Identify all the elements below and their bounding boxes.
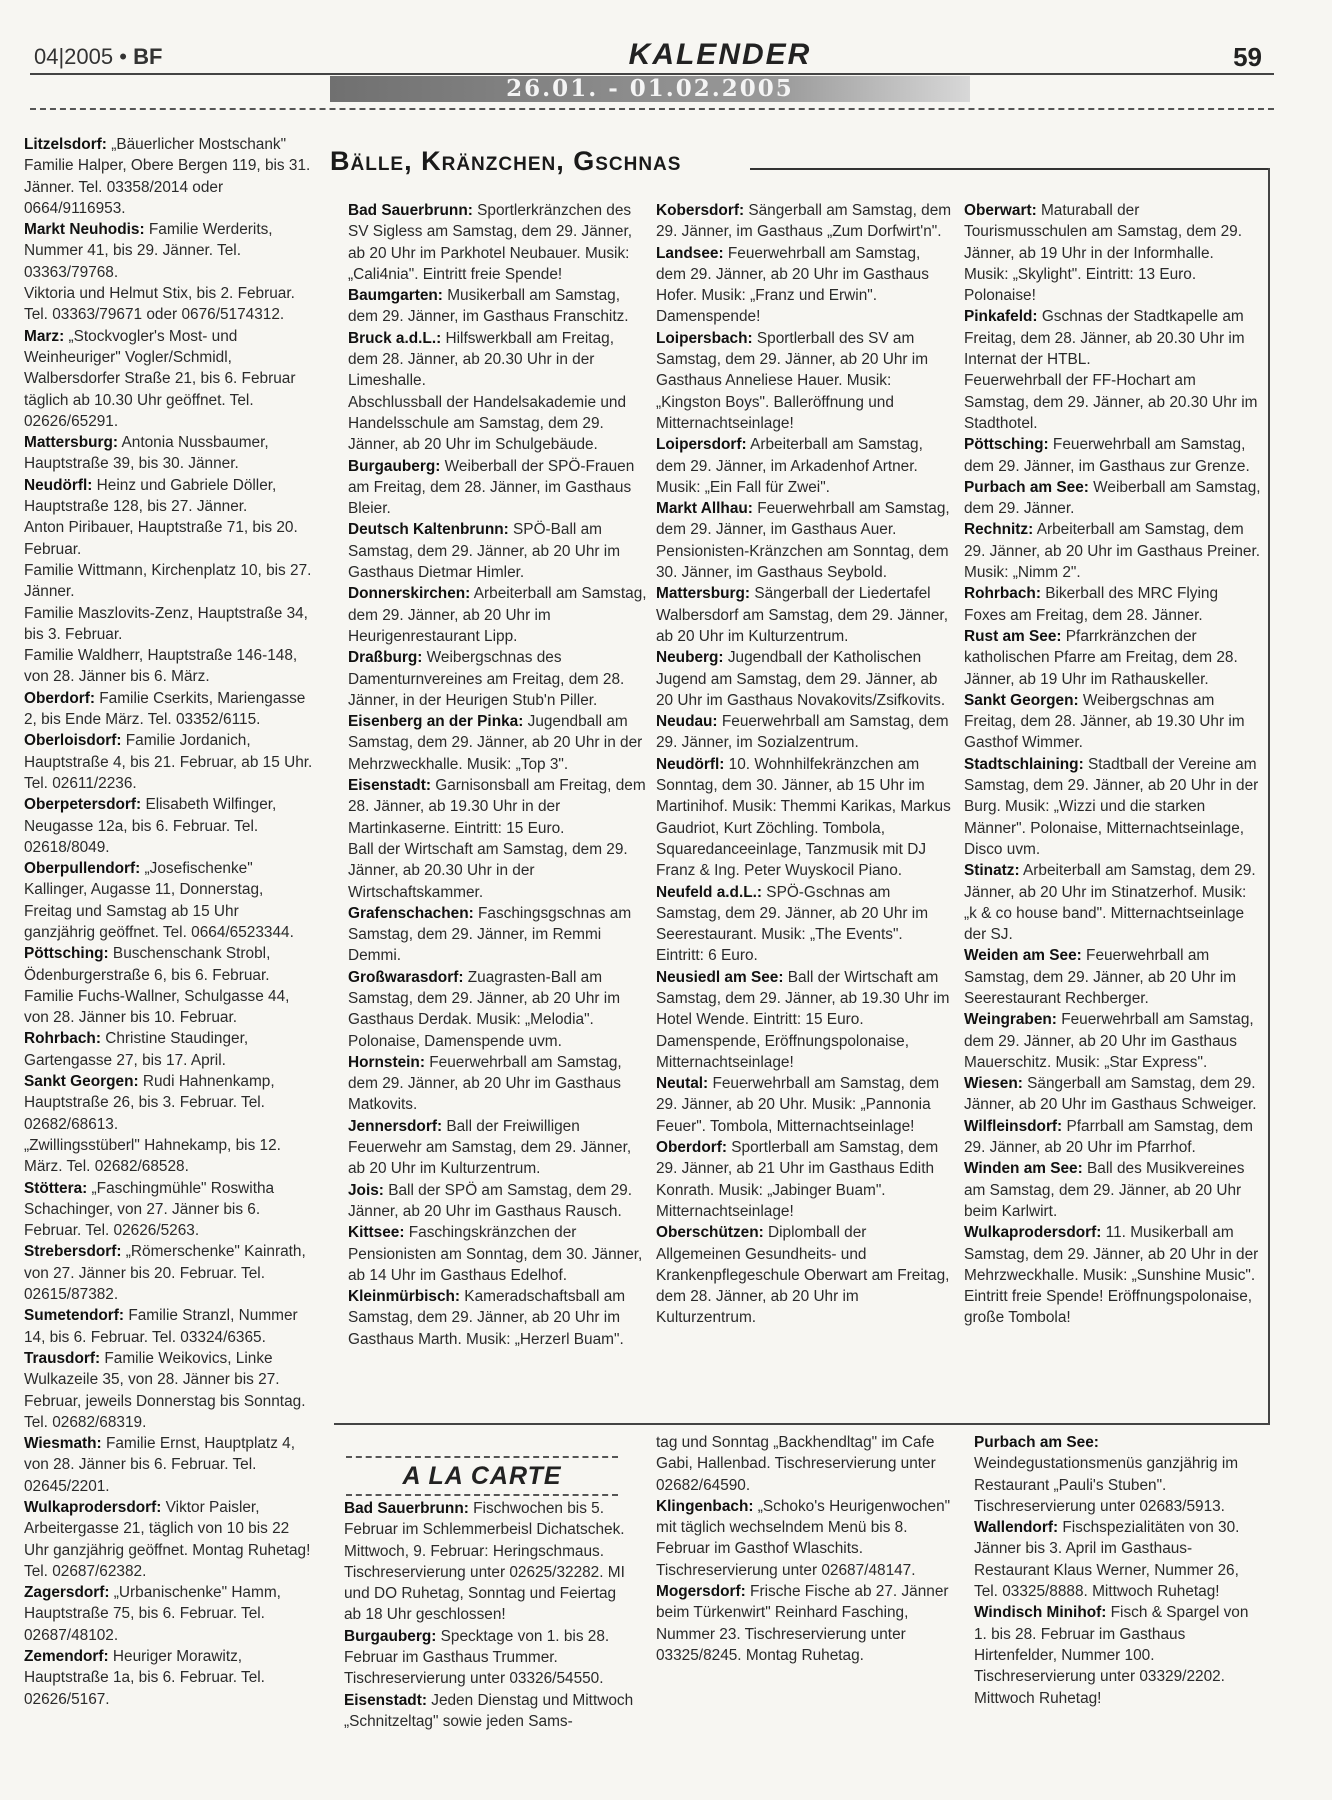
listing-entry: [24, 603, 314, 646]
listing-entry: [348, 839, 648, 903]
listing-text: Feuerwehrball am Samstag, dem 29. Jänner, im Gasthaus Auer.: [656, 500, 950, 539]
listing-place: Klingenbach:: [656, 1497, 754, 1515]
listing-text: Hilfswerkball am Freitag, dem 28. Jänner, ab 20.30 Uhr in der Limeshalle.: [348, 329, 614, 390]
balls-column-3: [964, 200, 1262, 1329]
listing-text: Viktoria und Helmut Stix, bis 2. Februar. Tel. 03363/79671 oder 0676/5174312.: [24, 285, 295, 324]
listing-place: Neufeld a.d.L.:: [656, 883, 763, 901]
listing-entry: [24, 943, 314, 986]
balls-section-title: Bälle, Kränzchen, Gschnas: [330, 146, 682, 176]
listing-place: Eisenstadt:: [348, 777, 431, 795]
listing-entry: [348, 1052, 648, 1116]
balls-title-rule: [750, 168, 1270, 170]
listing-entry: [24, 475, 314, 518]
issue-label: [34, 44, 162, 70]
listing-entry: [656, 200, 954, 243]
listing-text: Familie Weikovics, Linke Wulkazeile 35, von 28. Jänner bis 27. Februar, jeweils Donnerstag bis Sonntag. Tel. 02682/68319.: [24, 1349, 306, 1431]
listing-entry: [348, 1180, 648, 1223]
listing-entry: [24, 794, 314, 858]
listing-text: Weiberball der SPÖ-Frauen am Freitag, dem 28. Jänner, im Gasthaus Bleier.: [348, 457, 635, 518]
listing-entry: [656, 328, 954, 434]
listing-text: Weibergschnas des Damenturnvereines am Freitag, dem 28. Jänner, in der Heurigen Stub'n Piller.: [348, 649, 625, 709]
listing-place: Strebersdorf:: [24, 1243, 122, 1261]
listing-entry: [964, 1116, 1262, 1159]
listing-entry: [348, 903, 648, 967]
bullet-separator: •: [119, 44, 134, 69]
listing-entry: [656, 1137, 954, 1222]
listing-text: Heinz und Gabriele Döller, Hauptstraße 128, bis 27. Jänner.: [24, 476, 277, 516]
listing-entry: [656, 1581, 956, 1666]
listing-entry: [656, 711, 954, 754]
listing-entry: [24, 858, 314, 943]
listing-entry: [964, 477, 1262, 520]
listing-text: „Stockvogler's Most- und Weinheuriger" Vogler/Schmidl, Walbersdorfer Straße 21, bis 6. Februar täglich ab 10.30 Uhr geöffnet. Tel. 02626/65291.: [24, 327, 296, 430]
listing-text: Ball der Wirtschaft am Samstag, dem 29. Jänner, ab 19.30 Uhr im Hotel Wende. Eintritt: 15 Euro. Damenspende, Eröffnungspolonaise, Mitternachtseinlage!: [656, 968, 950, 1071]
listing-place: Sumetendorf:: [24, 1307, 125, 1325]
listing-text: Bikerball des MRC Flying Foxes am Freitag, dem 28. Jänner.: [964, 585, 1219, 624]
listing-text: Sportlerball des SV am Samstag, dem 29. Jänner, ab 20 Uhr im Gasthaus Anneliese Hauer. Musik: „Kingston Boys". Balleröffnung und Mitternachtseinlage!: [656, 329, 929, 432]
listing-place: Mogersdorf:: [656, 1583, 746, 1601]
listing-text: Arbeiterball am Samstag, dem 29. Jänner, im Arkadenhof Artner. Musik: „Ein Fall für Zwei".: [656, 436, 923, 496]
listing-place: Bad Sauerbrunn:: [348, 202, 473, 219]
listing-place: Markt Neuhodis:: [24, 221, 145, 239]
listing-text: Sängerball am Samstag, dem 29. Jänner, ab 20 Uhr im Gasthaus Schweiger.: [964, 1075, 1257, 1114]
listing-text: Stadtball der Vereine am Samstag, dem 29. Jänner, ab 20 Uhr in der Burg. Musik: „Wizzi und die starken Männer". Polonaise, Mitternachtseinlage, Disco uvm.: [964, 755, 1259, 858]
listing-text: Pfarrkränzchen der katholischen Pfarre am Freitag, dem 28. Jänner, ab 19 Uhr im Rathauskeller.: [964, 627, 1238, 688]
listing-place: Neutal:: [656, 1075, 709, 1093]
listing-entry: [964, 626, 1262, 690]
listing-text: Familie Stranzl, Nummer 14, bis 6. Februar. Tel. 03324/6365.: [24, 1307, 298, 1346]
listing-entry: [24, 1071, 314, 1135]
listing-entry: [24, 283, 314, 326]
listing-text: 11. Musikerball am Samstag, dem 29. Jänner, ab 20 Uhr in der Mehrzweckhalle. Musik: „Sunshine Music". Eintritt freie Spende! Eröffnungspolonaise, große Tombola!: [964, 1224, 1259, 1327]
listing-text: Arbeiterball am Samstag, dem 29. Jänner, ab 20 Uhr im Stinatzerhof. Musik: „k & co house band". Mitternachtseinlage der SJ.: [964, 862, 1256, 944]
listing-place: Jennersdorf:: [348, 1117, 443, 1135]
balls-box-right-border: [1268, 168, 1270, 1423]
listing-text: Feuerwehrball am Samstag, dem 29. Jänner, im Gasthaus zur Grenze.: [964, 436, 1250, 475]
listing-place: Neudau:: [656, 713, 718, 731]
listing-place: Kobersdorf:: [656, 202, 745, 219]
listing-entry: [348, 967, 648, 1052]
listing-text: Feuerwehrball am Samstag, dem 29. Jänner, ab 20 Uhr im Gasthaus Mauerschitz. Musik: „Star Express".: [964, 1011, 1254, 1071]
listing-place: Oberpetersdorf:: [24, 796, 142, 814]
listing-entry: [656, 1432, 956, 1496]
listing-place: Weiden am See:: [964, 947, 1082, 965]
listing-place: Eisenberg an der Pinka:: [348, 713, 524, 731]
listing-entry: [24, 688, 314, 731]
listing-text: Elisabeth Wilfinger, Neugasse 12a, bis 6. Februar. Tel. 02618/8049.: [24, 796, 277, 856]
listing-entry: [348, 200, 648, 285]
listing-entry: [348, 1116, 648, 1180]
listing-text: „Schoko's Heurigenwochen" mit täglich wechselndem Menü bis 8. Februar im Gasthof Wlaschits. Tischreservierung unter 02687/48147.: [656, 1497, 951, 1579]
brand-label: BF: [133, 44, 163, 69]
listing-text: Feuerwehrball am Samstag, dem 29. Jänner, ab 20 Uhr im Gasthaus Matkovits.: [348, 1053, 622, 1114]
listing-text: Buschenschank Strobl, Ödenburgerstraße 6, bis 6. Februar.: [24, 945, 271, 984]
listing-text: Fisch & Spargel von 1. bis 28. Februar im Gasthaus Hirtenfelder, Nummer 100. Tischreservierung unter 03329/2202. Mittwoch Ruhetag!: [974, 1604, 1249, 1707]
listing-entry: [656, 541, 954, 584]
listing-place: Loipersdorf:: [656, 436, 747, 454]
listing-text: „Römerschenke" Kainrath, von 27. Jänner bis 20. Februar. Tel. 02615/87382.: [24, 1243, 306, 1304]
listing-text: Familie Ernst, Hauptplatz 4, von 28. Jänner bis 6. Februar. Tel. 02645/2201.: [24, 1435, 296, 1495]
listing-text: Fischspezialitäten von 30. Jänner bis 3. April im Gasthaus-Restaurant Klaus Werner, Nummer 26, Tel. 03325/8888. Mittwoch Ruhetag!: [974, 1519, 1240, 1601]
carte-column-1: [344, 1498, 634, 1732]
listing-place: Kittsee:: [348, 1224, 405, 1242]
listing-entry: [656, 243, 954, 328]
listing-entry: [964, 860, 1262, 945]
listing-place: Neudörfl:: [24, 476, 93, 494]
balls-column-1: [348, 200, 648, 1350]
listing-text: Jeden Dienstag und Mittwoch „Schnitzeltag" sowie jeden Sams-: [344, 1691, 634, 1730]
header-dashed-rule: [30, 108, 1274, 110]
listing-place: Marz:: [24, 327, 65, 345]
listing-place: Wulkaprodersdorf:: [24, 1499, 162, 1516]
listing-entry: [348, 456, 648, 520]
listing-text: Weibergschnas am Freitag, dem 28. Jänner, ab 19.30 Uhr im Gasthof Wimmer.: [964, 691, 1245, 752]
listing-place: Jois:: [348, 1181, 384, 1199]
listing-text: tag und Sonntag „Backhendltag" im Cafe Gabi, Hallenbad. Tischreservierung unter 02682/64590.: [656, 1434, 936, 1494]
listing-place: Oberdorf:: [656, 1139, 727, 1157]
listing-text: „Faschingmühle" Roswitha Schachinger, von 27. Jänner bis 6. Februar. Tel. 02626/5263.: [24, 1179, 275, 1240]
listing-text: Weiberball am Samstag, dem 29. Jänner.: [964, 478, 1261, 518]
listing-entry: [656, 754, 954, 882]
listing-entry: [348, 711, 648, 775]
listing-entry: [656, 647, 954, 711]
date-range: 26.01. - 01.02.2005: [506, 75, 794, 102]
listing-place: Rust am See:: [964, 627, 1062, 645]
listing-text: Feuerwehrball am Samstag, dem 29. Jänner, ab 20 Uhr. Musik: „Pannonia Feuer". Tombola, Mitternachtseinlage!: [656, 1075, 940, 1135]
page-number: 59: [1233, 42, 1262, 72]
listing-text: Christine Staudinger, Gartengasse 27, bis 17. April.: [24, 1030, 249, 1069]
listing-entry: [964, 754, 1262, 860]
listing-text: Diplomball der Allgemeinen Gesundheits- und Krankenpflegeschule Oberwart am Freitag, dem 28. Jänner, ab 20 Uhr im Kulturzentrum.: [656, 1224, 950, 1327]
listing-entry: [24, 1348, 314, 1433]
listing-place: Purbach am See:: [974, 1434, 1099, 1451]
listing-text: „Bäuerlicher Mostschank" Familie Halper, Obere Bergen 119, bis 31. Jänner. Tel. 03358/2014 oder 0664/9116953.: [24, 136, 311, 217]
listing-place: Purbach am See:: [964, 478, 1089, 496]
listing-text: „Urbanischenke" Hamm, Hauptstraße 75, bis 6. Februar. Tel. 02687/48102.: [24, 1584, 281, 1644]
listing-entry: [656, 498, 954, 541]
listing-place: Großwarasdorf:: [348, 968, 464, 986]
listing-text: Familie Fuchs-Wallner, Schulgasse 44, von 28. Jänner bis 10. Februar.: [24, 987, 290, 1027]
listing-entry: [348, 1286, 648, 1350]
listing-place: Rechnitz:: [964, 521, 1034, 539]
listing-entry: [24, 730, 314, 794]
listing-entry: [348, 328, 648, 392]
listing-entry: [24, 1497, 314, 1582]
listing-entry: [964, 945, 1262, 1009]
listing-place: Wilfleinsdorf:: [964, 1117, 1063, 1135]
carte-title-rule-bottom: [346, 1494, 618, 1496]
listing-text: Jugendball am Samstag, dem 29. Jänner, ab 20 Uhr in der Mehrzweckhalle. Musik: „Top 3".: [348, 713, 643, 773]
listing-entry: [24, 134, 314, 219]
listing-entry: [964, 434, 1262, 477]
listing-place: Hornstein:: [348, 1053, 425, 1071]
listing-entry: [656, 882, 954, 967]
listing-text: Anton Piribauer, Hauptstraße 71, bis 20. Februar.: [24, 519, 298, 558]
listing-text: Arbeiterball am Samstag, dem 29. Jänner, ab 20 Uhr im Heurigenrestaurant Lipp.: [348, 585, 647, 645]
heurigen-column: [24, 134, 314, 1710]
listing-entry: [348, 775, 648, 839]
listing-entry: [964, 1073, 1262, 1116]
listing-text: Familie Werderits, Nummer 41, bis 29. Jänner. Tel. 03363/79768.: [24, 221, 273, 281]
listing-place: Stadtschlaining:: [964, 755, 1084, 773]
listing-text: Ball der Wirtschaft am Samstag, dem 29. Jänner, ab 20.30 Uhr in der Wirtschaftskammer.: [348, 840, 628, 901]
listing-place: Trausdorf:: [24, 1349, 101, 1367]
carte-column-3: [974, 1432, 1264, 1709]
listing-entry: [964, 583, 1262, 626]
listing-place: Mattersburg:: [24, 434, 119, 452]
listing-place: Landsee:: [656, 244, 724, 262]
listing-entry: [344, 1498, 634, 1626]
listing-place: Draßburg:: [348, 649, 423, 667]
listing-entry: [964, 1158, 1262, 1222]
listing-place: Neudörfl:: [656, 755, 725, 773]
listing-text: Viktor Paisler, Arbeitergasse 21, täglich von 10 bis 22 Uhr ganzjährig geöffnet. Montag Ruhetag! Tel. 02687/62382.: [24, 1499, 311, 1580]
listing-text: Pensionisten-Kränzchen am Sonntag, dem 30. Jänner, im Gasthaus Seybold.: [656, 542, 949, 582]
listing-place: Oberschützen:: [656, 1224, 764, 1242]
listing-place: Eisenstadt:: [344, 1691, 427, 1709]
date-banner: [330, 76, 970, 102]
listing-text: Ball der SPÖ am Samstag, dem 29. Jänner, ab 20 Uhr im Gasthaus Rausch.: [348, 1181, 632, 1220]
listing-place: Zagersdorf:: [24, 1584, 110, 1602]
listing-place: Litzelsdorf:: [24, 136, 107, 153]
listing-text: Familie Waldherr, Hauptstraße 146-148, von 28. Jänner bis 6. März.: [24, 647, 298, 686]
listing-place: Neusiedl am See:: [656, 968, 784, 986]
listing-text: Antonia Nussbaumer, Hauptstraße 39, bis 30. Jänner.: [24, 434, 269, 473]
listing-place: Wallendorf:: [974, 1519, 1059, 1537]
listing-place: Sankt Georgen:: [964, 691, 1079, 709]
listing-entry: [974, 1432, 1264, 1517]
issue-number: 04|2005: [34, 44, 114, 69]
listing-entry: [964, 306, 1262, 370]
listing-entry: [24, 1241, 314, 1305]
listing-text: Sängerball am Samstag, dem 29. Jänner, im Gasthaus „Zum Dorfwirt'n".: [656, 202, 952, 241]
listing-entry: [656, 434, 954, 498]
listing-text: Feuerwehrball am Samstag, dem 29. Jänner, im Sozialzentrum.: [656, 713, 949, 752]
balls-column-2: [656, 200, 954, 1329]
listing-text: Musikerball am Samstag, dem 29. Jänner, im Gasthaus Franschitz.: [348, 287, 629, 326]
listing-text: Familie Wittmann, Kirchenplatz 10, bis 27. Jänner.: [24, 561, 312, 601]
listing-place: Grafenschachen:: [348, 904, 474, 922]
listing-entry: [964, 200, 1262, 306]
listing-text: „Zwillingsstüberl" Hahnekamp, bis 12. März. Tel. 02682/68528.: [24, 1136, 281, 1176]
listing-entry: [24, 560, 314, 603]
listing-place: Windisch Minihof:: [974, 1604, 1107, 1622]
listing-text: Gschnas der Stadtkapelle am Freitag, dem 28. Jänner, ab 20.30 Uhr im Internat der HTBL.: [964, 308, 1245, 369]
listing-text: Jugendball der Katholischen Jugend am Samstag, dem 29. Jänner, ab 20 Uhr im Gasthaus Novakovits/Zsifkovits.: [656, 649, 946, 709]
listing-place: Stöttera:: [24, 1179, 88, 1197]
listing-text: Familie Maszlovits-Zenz, Hauptstraße 34, bis 3. Februar.: [24, 604, 308, 643]
listing-place: Sankt Georgen:: [24, 1073, 139, 1091]
listing-entry: [964, 690, 1262, 754]
balls-box-bottom-border: [334, 1423, 1270, 1425]
listing-entry: [24, 1135, 314, 1178]
listing-place: Pöttsching:: [24, 945, 109, 963]
listing-text: 10. Wohnhilfekränzchen am Sonntag, dem 30. Jänner, ab 15 Uhr im Martinihof. Musik: Themmi Karikas, Markus Gaudriot, Kurt Zöchling. Tombola, Squaredanceeinlage, Tanzmusik mit DJ Franz & Ing. Peter Wuyskocil Piano.: [656, 755, 951, 880]
listing-text: Arbeiterball am Samstag, dem 29. Jänner, ab 20 Uhr im Gasthaus Preiner. Musik: „Nimm 2".: [964, 521, 1261, 582]
listing-entry: [656, 967, 954, 1073]
carte-title-rule-top: [346, 1456, 618, 1458]
listing-place: Baumgarten:: [348, 287, 443, 305]
listing-text: Kameradschaftsball am Samstag, dem 29. Jänner, ab 20 Uhr im Gasthaus Marth. Musik: „Herzerl Buam".: [348, 1288, 626, 1348]
listing-text: Specktage von 1. bis 28. Februar im Gasthaus Trummer. Tischreservierung unter 03326/54550.: [344, 1627, 610, 1688]
listing-place: Rohrbach:: [964, 585, 1041, 603]
listing-place: Mattersburg:: [656, 585, 751, 603]
listing-place: Wiesen:: [964, 1075, 1023, 1093]
listing-entry: [348, 583, 648, 647]
listing-place: Pöttsching:: [964, 436, 1049, 454]
listing-text: Feuerwehrball am Samstag, dem 29. Jänner, ab 20 Uhr im Gasthaus Hofer. Musik: „Franz und Erwin". Damenspende!: [656, 244, 929, 326]
section-title: KALENDER: [628, 38, 812, 71]
listing-place: Burgauberg:: [344, 1627, 437, 1645]
listing-text: Sängerball der Liedertafel Walbersdorf am Samstag, dem 29. Jänner, ab 20 Uhr im Kulturzentrum.: [656, 585, 948, 645]
listing-entry: [656, 583, 954, 647]
listing-text: Ball des Musikvereines am Samstag, dem 29. Jänner, ab 20 Uhr beim Karlwirt.: [964, 1160, 1245, 1220]
listing-text: Rudi Hahnenkamp, Hauptstraße 26, bis 3. Februar. Tel. 02682/68613.: [24, 1073, 275, 1133]
listing-text: Weindegustationsmenüs ganzjährig im Restaurant „Pauli's Stuben". Tischreservierung unter 02683/5913.: [974, 1455, 1239, 1515]
listing-place: Wiesmath:: [24, 1435, 102, 1453]
listing-text: Familie Jordanich, Hauptstraße 4, bis 21. Februar, ab 15 Uhr. Tel. 02611/2236.: [24, 732, 313, 792]
listing-entry: [964, 519, 1262, 583]
listing-text: Familie Cserkits, Mariengasse 2, bis Ende März. Tel. 03352/6115.: [24, 689, 306, 729]
listing-place: Donnerskirchen:: [348, 585, 471, 603]
listing-entry: [348, 647, 648, 711]
listing-place: Weingraben:: [964, 1011, 1057, 1029]
listing-place: Winden am See:: [964, 1160, 1083, 1178]
carte-column-2: [656, 1432, 956, 1666]
listing-entry: [24, 645, 314, 688]
listing-text: Feuerwehrball der FF-Hochart am Samstag, dem 29. Jänner, ab 20.30 Uhr im Stadthotel.: [964, 372, 1258, 432]
listing-text: Sportlerkränzchen des SV Sigless am Samstag, dem 29. Jänner, ab 20 Uhr im Parkhotel Neubauer. Musik: „Cali4nia". Eintritt freie Spende!: [348, 202, 633, 283]
listing-entry: [24, 1433, 314, 1497]
listing-text: Maturaball der Tourismusschulen am Samstag, dem 29. Jänner, ab 19 Uhr in der Informhalle. Musik: „Skylight". Eintritt: 13 Euro. Polonaise!: [964, 202, 1243, 305]
listing-entry: [24, 432, 314, 475]
listing-entry: [24, 1582, 314, 1646]
listing-entry: [24, 1028, 314, 1071]
listing-entry: [24, 1305, 314, 1348]
listing-text: Pfarrball am Samstag, dem 29. Jänner, ab 20 Uhr im Pfarrhof.: [964, 1117, 1253, 1157]
listing-entry: [974, 1602, 1264, 1708]
listing-text: Frische Fische ab 27. Jänner beim Türkenwirt" Reinhard Fasching, Nummer 23. Tischreservierung unter 03325/8245. Montag Ruhetag.: [656, 1583, 949, 1664]
listing-entry: [974, 1517, 1264, 1602]
listing-text: Sportlerball am Samstag, dem 29. Jänner, ab 21 Uhr im Gasthaus Edith Konrath. Musik: „Jabinger Buam". Mitternachtseinlage!: [656, 1139, 939, 1220]
listing-text: Fischwochen bis 5. Februar im Schlemmerbeisl Dichatschek. Mittwoch, 9. Februar: Heringschmaus. Tischreservierung unter 02625/32282. MI und DO Ruhetag, Sonntag und Feiertag ab 18 Uhr geschlossen!: [344, 1500, 625, 1624]
listing-entry: [24, 517, 314, 560]
listing-text: SPÖ-Gschnas am Samstag, dem 29. Jänner, ab 20 Uhr im Seerestaurant. Musik: „The Events". Eintritt: 6 Euro.: [656, 883, 929, 965]
listing-place: Loipersbach:: [656, 329, 753, 347]
listing-text: Ball der Freiwilligen Feuerwehr am Samstag, dem 29. Jänner, ab 20 Uhr im Kulturzentrum.: [348, 1117, 632, 1178]
listing-place: Bruck a.d.L.:: [348, 329, 442, 347]
listing-text: SPÖ-Ball am Samstag, dem 29. Jänner, ab 20 Uhr im Gasthaus Dietmar Himler.: [348, 521, 621, 582]
listing-entry: [344, 1626, 634, 1690]
listing-place: Oberpullendorf:: [24, 860, 141, 878]
listing-entry: [656, 1222, 954, 1328]
listing-entry: [348, 392, 648, 456]
listing-entry: [24, 986, 314, 1029]
listing-place: Wulkaprodersdorf:: [964, 1224, 1102, 1242]
listing-place: Oberdorf:: [24, 689, 95, 707]
listing-text: Faschingskränzchen der Pensionisten am Sonntag, dem 30. Jänner, ab 14 Uhr im Gasthaus Edelhof.: [348, 1224, 643, 1284]
listing-place: Rohrbach:: [24, 1030, 101, 1048]
listing-entry: [344, 1690, 634, 1733]
listing-text: Abschlussball der Handelsakademie und Handelsschule am Samstag, dem 29. Jänner, ab 20 Uhr im Schulgebäude.: [348, 393, 627, 454]
listing-text: Garnisonsball am Freitag, dem 28. Jänner, ab 19.30 Uhr in der Martinkaserne. Eintritt: 15 Euro.: [348, 777, 646, 837]
listing-entry: [348, 285, 648, 328]
listing-place: Deutsch Kaltenbrunn:: [348, 521, 509, 539]
listing-entry: [24, 1646, 314, 1710]
listing-entry: [24, 326, 314, 432]
a-la-carte-title: A LA CARTE: [402, 1462, 562, 1490]
listing-place: Kleinmürbisch:: [348, 1288, 461, 1306]
listing-text: „Josefischenke" Kallinger, Augasse 11, Donnerstag, Freitag und Samstag ab 15 Uhr ganzjährig geöffnet. Tel. 0664/6523344.: [24, 860, 294, 941]
listing-entry: [24, 219, 314, 283]
listing-place: Pinkafeld:: [964, 308, 1038, 326]
listing-text: Feuerwehrball am Samstag, dem 29. Jänner, ab 20 Uhr im Seerestaurant Rechberger.: [964, 947, 1237, 1007]
listing-entry: [656, 1496, 956, 1581]
listing-entry: [964, 370, 1262, 434]
listing-entry: [24, 1178, 314, 1242]
listing-entry: [964, 1009, 1262, 1073]
listing-entry: [656, 1073, 954, 1137]
listing-place: Oberloisdorf:: [24, 732, 122, 750]
listing-text: Faschingsgschnas am Samstag, dem 29. Jänner, im Remmi Demmi.: [348, 904, 632, 965]
listing-entry: [348, 1222, 648, 1286]
listing-place: Bad Sauerbrunn:: [344, 1500, 469, 1517]
listing-entry: [964, 1222, 1262, 1328]
listing-place: Stinatz:: [964, 862, 1020, 880]
listing-place: Neuberg:: [656, 649, 724, 667]
listing-text: Zuagrasten-Ball am Samstag, dem 29. Jänner, ab 20 Uhr im Gasthaus Derdak. Musik: „Melodia". Polonaise, Damenspende uvm.: [348, 968, 621, 1050]
listing-place: Oberwart:: [964, 202, 1037, 219]
listing-place: Burgauberg:: [348, 457, 441, 475]
listing-place: Zemendorf:: [24, 1648, 109, 1666]
listing-text: Heuriger Morawitz, Hauptstraße 1a, bis 6. Februar. Tel. 02626/5167.: [24, 1648, 265, 1708]
listing-place: Markt Allhau:: [656, 500, 753, 518]
listing-entry: [348, 519, 648, 583]
